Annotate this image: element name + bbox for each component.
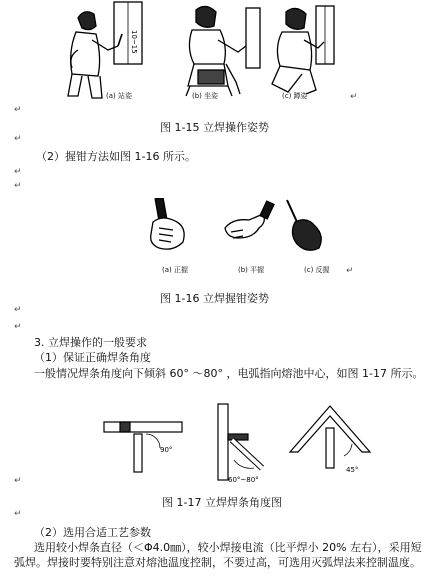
fig-1-15-sub-label-c: (c) 蹲姿	[282, 92, 308, 100]
angle-label-90: 90°	[160, 446, 173, 454]
item-1-title: （1）保证正确焊条角度	[34, 351, 151, 364]
figure-1-16-illustration	[145, 198, 345, 268]
fig-1-15-sub-label-a: (a) 站姿	[106, 92, 132, 100]
angle-label-45: 45°	[346, 466, 359, 474]
item-2-body: 选用较小焊条直径（＜Φ4.0㎜），较小焊接电流（比平焊小 20% 左右），采用短弧焊。焊接时要特别注意对熔池温度控制，不要过高，可选用灭弧焊法来控制温度。	[14, 541, 422, 569]
figure-1-17-illustration	[100, 400, 380, 490]
section-3-title: 3. 立焊操作的一般要求	[34, 336, 147, 349]
grip-reverse	[287, 200, 321, 250]
fig-1-16-sub-label-c: (c) 反握	[304, 266, 330, 274]
item-1-body: 一般情况焊条角度向下倾斜 60° ～80° ，电弧指向熔池中心，如图 1-17 所示。	[34, 367, 424, 380]
return-mark: ↵	[350, 92, 358, 102]
return-mark: ↵	[346, 266, 354, 276]
return-mark: ↵	[14, 167, 22, 177]
return-mark: ↵	[14, 322, 22, 332]
weld-angle-vertical	[218, 404, 262, 480]
return-mark: ↵	[14, 105, 22, 115]
fig-1-15-sub-label-b: (b) 坐姿	[192, 92, 219, 100]
grip-flat	[225, 201, 274, 238]
fig-1-16-sub-label-b: (b) 平握	[238, 266, 265, 274]
return-mark: ↵	[14, 509, 22, 519]
angle-label-60-80: 60°~80°	[228, 476, 259, 484]
fig-1-16-sub-label-a: (a) 正握	[162, 266, 188, 274]
figure-1-16-caption: 图 1-16 立焊握钳姿势	[160, 292, 269, 305]
plate-dimension: 10~15	[130, 30, 138, 54]
return-mark: ↵	[14, 305, 22, 315]
item-2-title: （2）选用合适工艺参数	[34, 526, 151, 539]
holding-method-item: （2）握钳方法如图 1-16 所示。	[36, 150, 196, 163]
figure-1-17-caption: 图 1-17 立焊焊条角度图	[162, 496, 282, 509]
figure-1-15-caption: 图 1-15 立焊操作姿势	[160, 121, 269, 134]
weld-angle-fillet	[290, 406, 370, 468]
vertical-plate-b	[246, 8, 260, 68]
return-mark: ↵	[14, 134, 22, 144]
welder-sitting	[186, 6, 246, 96]
grip-front	[151, 198, 184, 249]
return-mark: ↵	[14, 181, 22, 191]
return-mark: ↵	[14, 476, 22, 486]
